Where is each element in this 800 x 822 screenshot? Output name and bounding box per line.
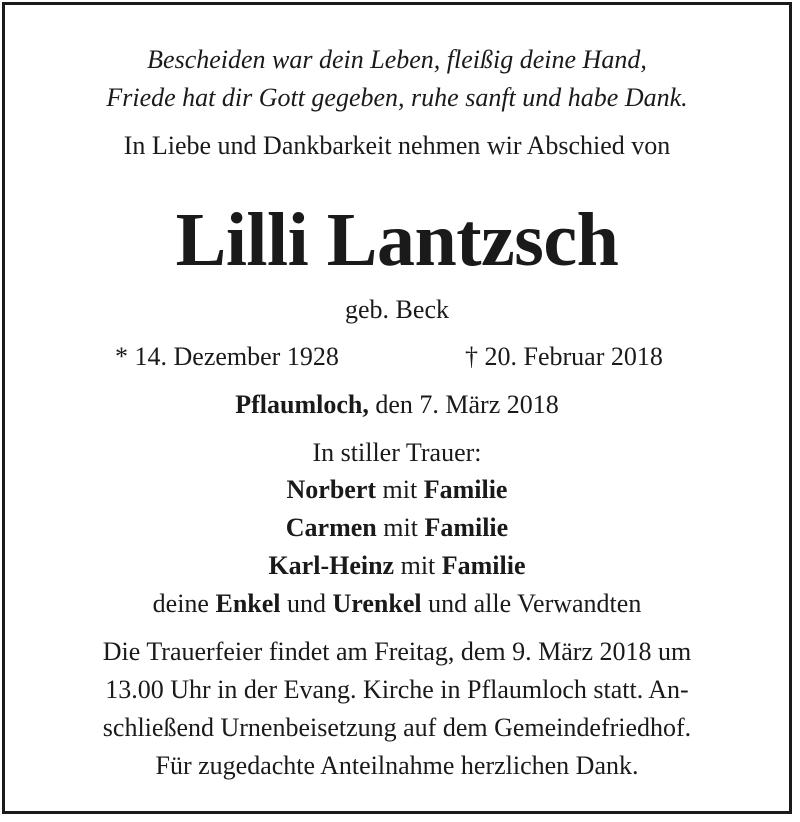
family-word: Familie — [441, 551, 526, 580]
connector-text: mit — [376, 513, 425, 542]
intro-text: In Liebe und Dankbarkeit nehmen wir Abschied von — [123, 131, 671, 160]
place-name: Pflaumloch, — [235, 390, 369, 419]
urenkel-word: Urenkel — [332, 589, 422, 618]
maiden-name: geb. Beck — [345, 295, 449, 324]
obituary-card — [2, 2, 792, 814]
mourner-line — [5, 475, 789, 505]
mourner-name: Norbert — [286, 475, 377, 504]
notice-line-1: Die Trauerfeier findet am Freitag, dem 9. März 2018 um — [102, 637, 692, 666]
connector-text: mit — [376, 475, 424, 504]
birth-date: * 14. Dezember 1928 — [115, 342, 339, 371]
notice-line-4: Für zugedachte Anteilnahme herzlichen Dank. — [155, 751, 639, 780]
notice-line-3: schließend Urnenbeisetzung auf dem Gemeindefriedhof. — [102, 713, 692, 742]
death-date: † 20. Februar 2018 — [465, 342, 663, 371]
deceased-name: Lilli Lantzsch — [175, 198, 619, 282]
enkel-word: Enkel — [215, 589, 281, 618]
notice-line-2: 13.00 Uhr in der Evang. Kirche in Pflaumloch statt. An- — [105, 675, 689, 704]
mourners-heading: In stiller Trauer: — [312, 438, 482, 467]
relatives-prefix: deine — [152, 589, 216, 618]
mourner-line — [5, 551, 789, 581]
connector-text: mit — [394, 551, 442, 580]
mourner-name: Carmen — [285, 513, 377, 542]
date-text: den 7. März 2018 — [368, 390, 559, 419]
verse-line-2: Friede hat dir Gott gegeben, ruhe sanft und habe Dank. — [106, 83, 688, 112]
mourner-line — [5, 513, 789, 543]
relatives-line — [5, 589, 789, 619]
family-word: Familie — [424, 513, 509, 542]
family-word: Familie — [423, 475, 508, 504]
verse-line-1: Bescheiden war dein Leben, fleißig deine Hand, — [147, 45, 647, 74]
relatives-suffix: und alle Verwandten — [421, 589, 642, 618]
place-date-line — [5, 390, 789, 420]
und-word: und — [280, 589, 333, 618]
mourner-name: Karl-Heinz — [268, 551, 395, 580]
